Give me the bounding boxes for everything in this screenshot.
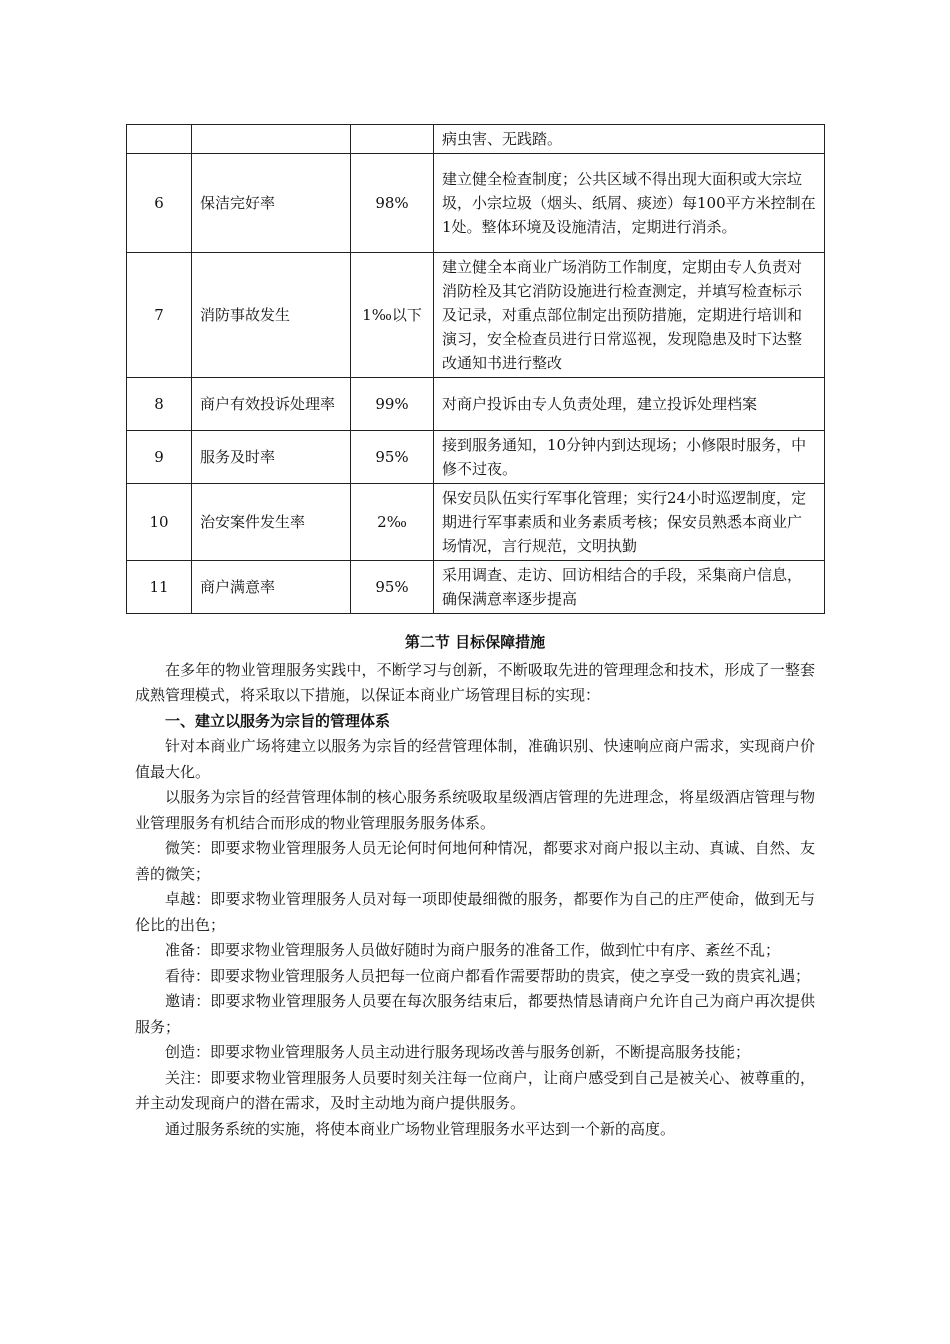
measure-description: 建立健全检查制度；公共区域不得出现大面积或大宗垃圾，小宗垃圾（烟头、纸屑、痰迹）每100平方米控制在1处。整体环境及设施清洁，定期进行消杀。: [434, 154, 825, 253]
indicator-name: [192, 125, 351, 154]
indicator-name: 商户有效投诉处理率: [192, 378, 351, 431]
measure-description: 对商户投诉由专人负责处理，建立投诉处理档案: [434, 378, 825, 431]
measure-description: 接到服务通知，10分钟内到达现场；小修限时服务，中修不过夜。: [434, 431, 825, 484]
measure-description: 病虫害、无践踏。: [434, 125, 825, 154]
measure-description: 保安员队伍实行军事化管理；实行24小时巡逻制度，定期进行军事素质和业务素质考核；保安员熟悉本商业广场情况，言行规范，文明执勤: [434, 484, 825, 561]
target-rate: [351, 125, 434, 154]
table-row: [127, 378, 825, 431]
row-number: 8: [127, 378, 192, 431]
indicator-name: 服务及时率: [192, 431, 351, 484]
table-row: [127, 484, 825, 561]
table-row: [127, 253, 825, 378]
paragraph: 看待：即要求物业管理服务人员把每一位商户都看作需要帮助的贵宾，使之享受一致的贵宾礼遇；: [165, 966, 811, 985]
paragraph: 针对本商业广场将建立以服务为宗旨的经营管理体制，准确识别、快速响应商户需求，实现商户价值最大化。: [135, 737, 815, 781]
paragraph: 通过服务系统的实施，将使本商业广场物业管理服务水平达到一个新的高度。: [165, 1119, 676, 1138]
paragraph: 创造：即要求物业管理服务人员主动进行服务现场改善与服务创新，不断提高服务技能；: [165, 1043, 751, 1061]
paragraph: 邀请：即要求物业管理服务人员要在每次服务结束后，都要热情恳请商户允许自己为商户再次提供服务；: [135, 992, 815, 1036]
measure-description: 建立健全本商业广场消防工作制度，定期由专人负责对消防栓及其它消防设施进行检查测定，并填写检查标示及记录，对重点部位制定出预防措施，定期进行培训和演习，安全检查员进行日常巡视，发现隐患及时下达整改通知书进行整改: [434, 253, 825, 378]
indicator-name: 保洁完好率: [192, 154, 351, 253]
paragraph: 以服务为宗旨的经营管理体制的核心服务系统吸取星级酒店管理的先进理念，将星级酒店管理与物业管理服务有机结合而形成的物业管理服务服务体系。: [135, 788, 815, 832]
table-row: [127, 154, 825, 253]
section-title: 第二节 目标保障措施: [404, 633, 546, 651]
management-goals-table: [126, 124, 825, 614]
row-number: 9: [127, 431, 192, 484]
target-rate: 2‰: [351, 484, 434, 561]
intro-paragraph: 在多年的物业管理服务实践中，不断学习与创新，不断吸取先进的管理理念和技术，形成了一整套成熟管理模式，将采取以下措施，以保证本商业广场管理目标的实现：: [135, 660, 815, 704]
table-row: [127, 561, 825, 614]
row-number: 11: [127, 561, 192, 614]
indicator-name: 商户满意率: [192, 561, 351, 614]
paragraph: 卓越：即要求物业管理服务人员对每一项即使最细微的服务，都要作为自己的庄严使命，做到无与伦比的出色；: [135, 890, 815, 934]
subsection-heading: 一、建立以服务为宗旨的管理体系: [165, 711, 391, 730]
paragraph: 关注：即要求物业管理服务人员要时刻关注每一位商户，让商户感受到自己是被关心、被尊重的，并主动发现商户的潜在需求，及时主动地为商户提供服务。: [135, 1068, 815, 1112]
target-rate: 1‰以下: [351, 253, 434, 378]
indicator-name: 消防事故发生: [192, 253, 351, 378]
target-rate: 95%: [351, 561, 434, 614]
target-rate: 98%: [351, 154, 434, 253]
target-rate: 99%: [351, 378, 434, 431]
row-number: 10: [127, 484, 192, 561]
section-body: [135, 630, 815, 1142]
target-rate: 95%: [351, 431, 434, 484]
table-row: [127, 125, 825, 154]
row-number: 6: [127, 154, 192, 253]
paragraph: 微笑：即要求物业管理服务人员无论何时何地何种情况，都要求对商户报以主动、真诚、自然、友善的微笑；: [135, 839, 815, 883]
paragraph: 准备：即要求物业管理服务人员做好随时为商户服务的准备工作，做到忙中有序、紊丝不乱；: [165, 941, 781, 959]
row-number: [127, 125, 192, 154]
measure-description: 采用调查、走访、回访相结合的手段，采集商户信息，确保满意率逐步提高: [434, 561, 825, 614]
table-row: [127, 431, 825, 484]
indicator-name: 治安案件发生率: [192, 484, 351, 561]
row-number: 7: [127, 253, 192, 378]
